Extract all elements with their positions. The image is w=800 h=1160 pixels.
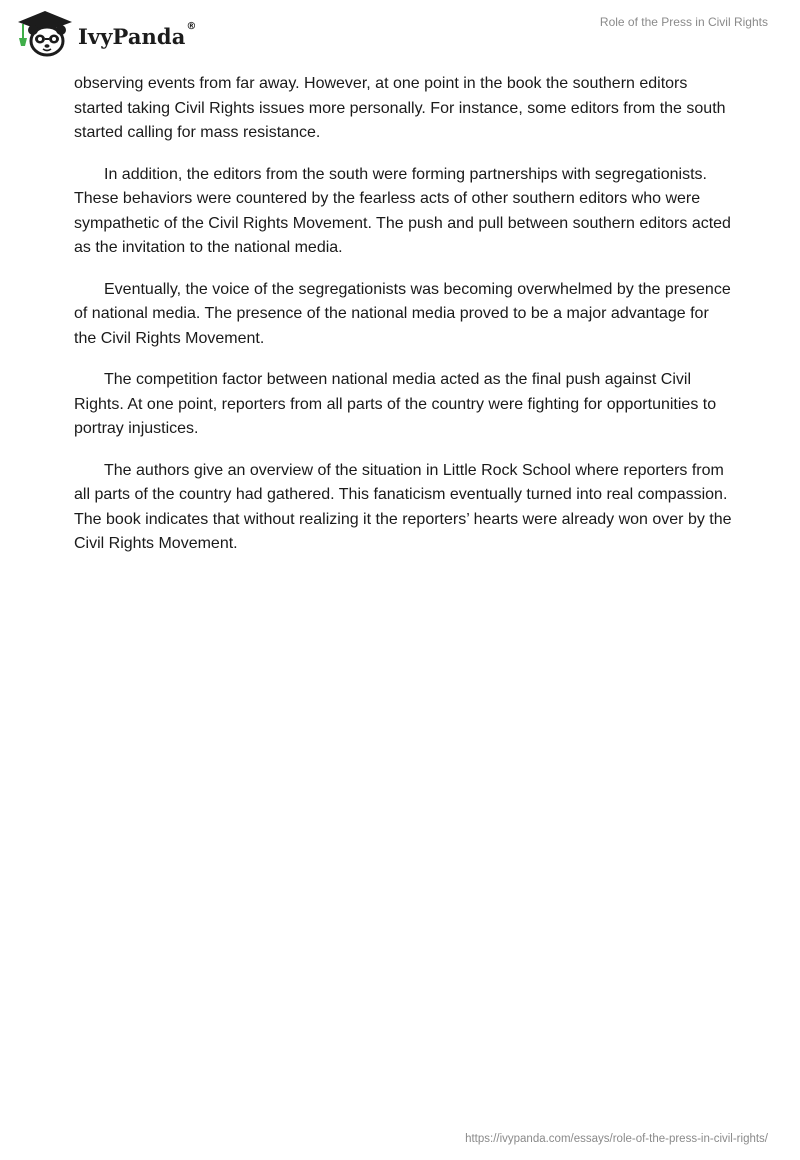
panda-graduate-icon — [14, 8, 76, 60]
brand-name: IvyPanda® — [78, 20, 197, 49]
paragraph: In addition, the editors from the south were forming partnerships with segregationists. These behaviors were countered by the fearless acts of other southern editors who were sympathetic of the Civil Rights Movement. The push and pull between southern editors acted as the invitation to the national media. — [74, 165, 731, 256]
document-title: Role of the Press in Civil Rights — [599, 15, 768, 29]
paragraph: observing events from far away. However, at one point in the book the southern editors started taking Civil Rights issues more personally. For instance, some editors from the south started calling for mass resistance. — [74, 75, 726, 141]
brand-logo[interactable] — [14, 8, 197, 60]
essay-body — [74, 72, 734, 574]
paragraph: Eventually, the voice of the segregationists was becoming overwhelmed by the presence of national media. The presence of the national media proved to be a major advantage for the Civil Rights Movement. — [74, 280, 731, 347]
paragraph: The competition factor between national media acted as the final push against Civil Rights. At one point, reporters from all parts of the country were fighting for opportunities to portray injustices. — [74, 371, 717, 437]
page-header — [0, 0, 800, 70]
source-url-link[interactable]: https://ivypanda.com/essays/role-of-the-press-in-civil-rights/ — [465, 1133, 768, 1145]
registered-mark: ® — [186, 20, 197, 32]
paragraph: The authors give an overview of the situation in Little Rock School where reporters from all parts of the country had gathered. This fanaticism eventually turned into real compassion. The book indicates that without realizing it the reporters’ hearts were already won over by the Civil Rights Movement. — [74, 461, 732, 552]
